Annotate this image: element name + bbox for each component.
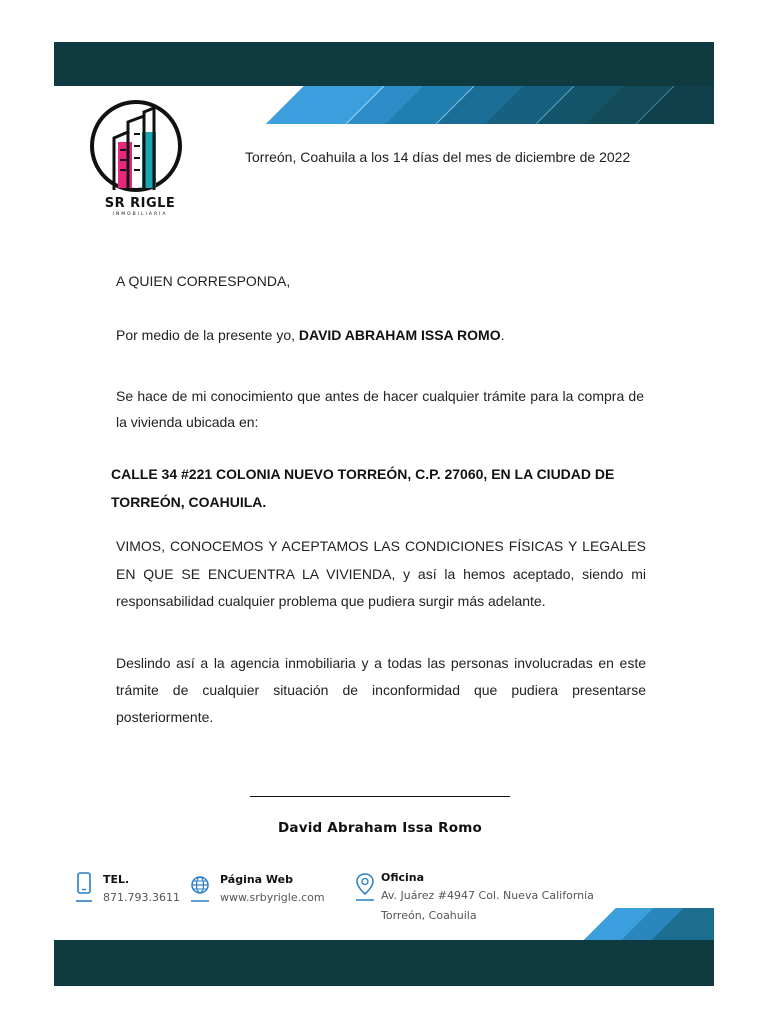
- accept-rest: , y así la hemos aceptado, siendo mi responsabilidad cualquier problema que pudiera surgir más adelante.: [116, 565, 647, 609]
- phone-icon: [74, 871, 94, 910]
- knowledge-paragraph: Se hace de mi conocimiento que antes de hacer cualquier trámite para la compra de la vivienda ubicada en:: [116, 388, 644, 430]
- footer-bar: [54, 940, 714, 986]
- contact-web: [220, 872, 325, 908]
- address-paragraph: CALLE 34 #221 COLONIA NUEVO TORREÓN, C.P. 27060, EN LA CIUDAD DE TORREÓN, COAHUILA.: [111, 466, 615, 510]
- logo-name: SR RIGLE: [104, 196, 176, 211]
- footer-stripes: [54, 908, 714, 940]
- tel-value[interactable]: 871.793.3611: [103, 891, 180, 904]
- office-line1: Av. Juárez #4947 Col. Nueva California: [381, 889, 594, 902]
- map-pin-icon: [354, 872, 376, 909]
- web-label: Página Web: [220, 873, 293, 886]
- contact-tel: [103, 872, 180, 908]
- intro-prefix: Por medio de la presente yo,: [116, 327, 299, 343]
- intro-name: DAVID ABRAHAM ISSA ROMO: [298, 327, 501, 343]
- accept-bold: VIMOS, CONOCEMOS Y ACEPTAMOS LAS CONDICIONES FÍSICAS Y LEGALES EN QUE SE ENCUENTRA LA VIVIENDA: [116, 538, 646, 582]
- intro-paragraph: [116, 322, 504, 348]
- date-line: Torreón, Coahuila a los 14 días del mes de diciembre de 2022: [245, 149, 631, 165]
- header-bar: [54, 42, 714, 86]
- tel-label: TEL.: [103, 873, 130, 886]
- company-logo: [84, 98, 196, 226]
- office-line2: Torreón, Coahuila: [381, 909, 477, 922]
- signature-line: [250, 796, 510, 797]
- intro-suffix: .: [500, 327, 505, 343]
- greeting: A QUIEN CORRESPONDA,: [116, 273, 291, 289]
- signature-name: David Abraham Issa Romo: [278, 820, 482, 836]
- office-label: Oficina: [381, 871, 425, 884]
- release-paragraph: Deslindo así a la agencia inmobiliaria y a todas las personas involucradas en este trámite de cualquier situación de inconformidad que pudiera presentarse posteriormente.: [116, 655, 646, 725]
- web-value[interactable]: www.srbyrigle.com: [220, 891, 325, 904]
- accept-paragraph: [116, 533, 646, 616]
- logo-subtitle: INMOBILIARIA: [112, 212, 168, 217]
- globe-icon: [189, 875, 211, 910]
